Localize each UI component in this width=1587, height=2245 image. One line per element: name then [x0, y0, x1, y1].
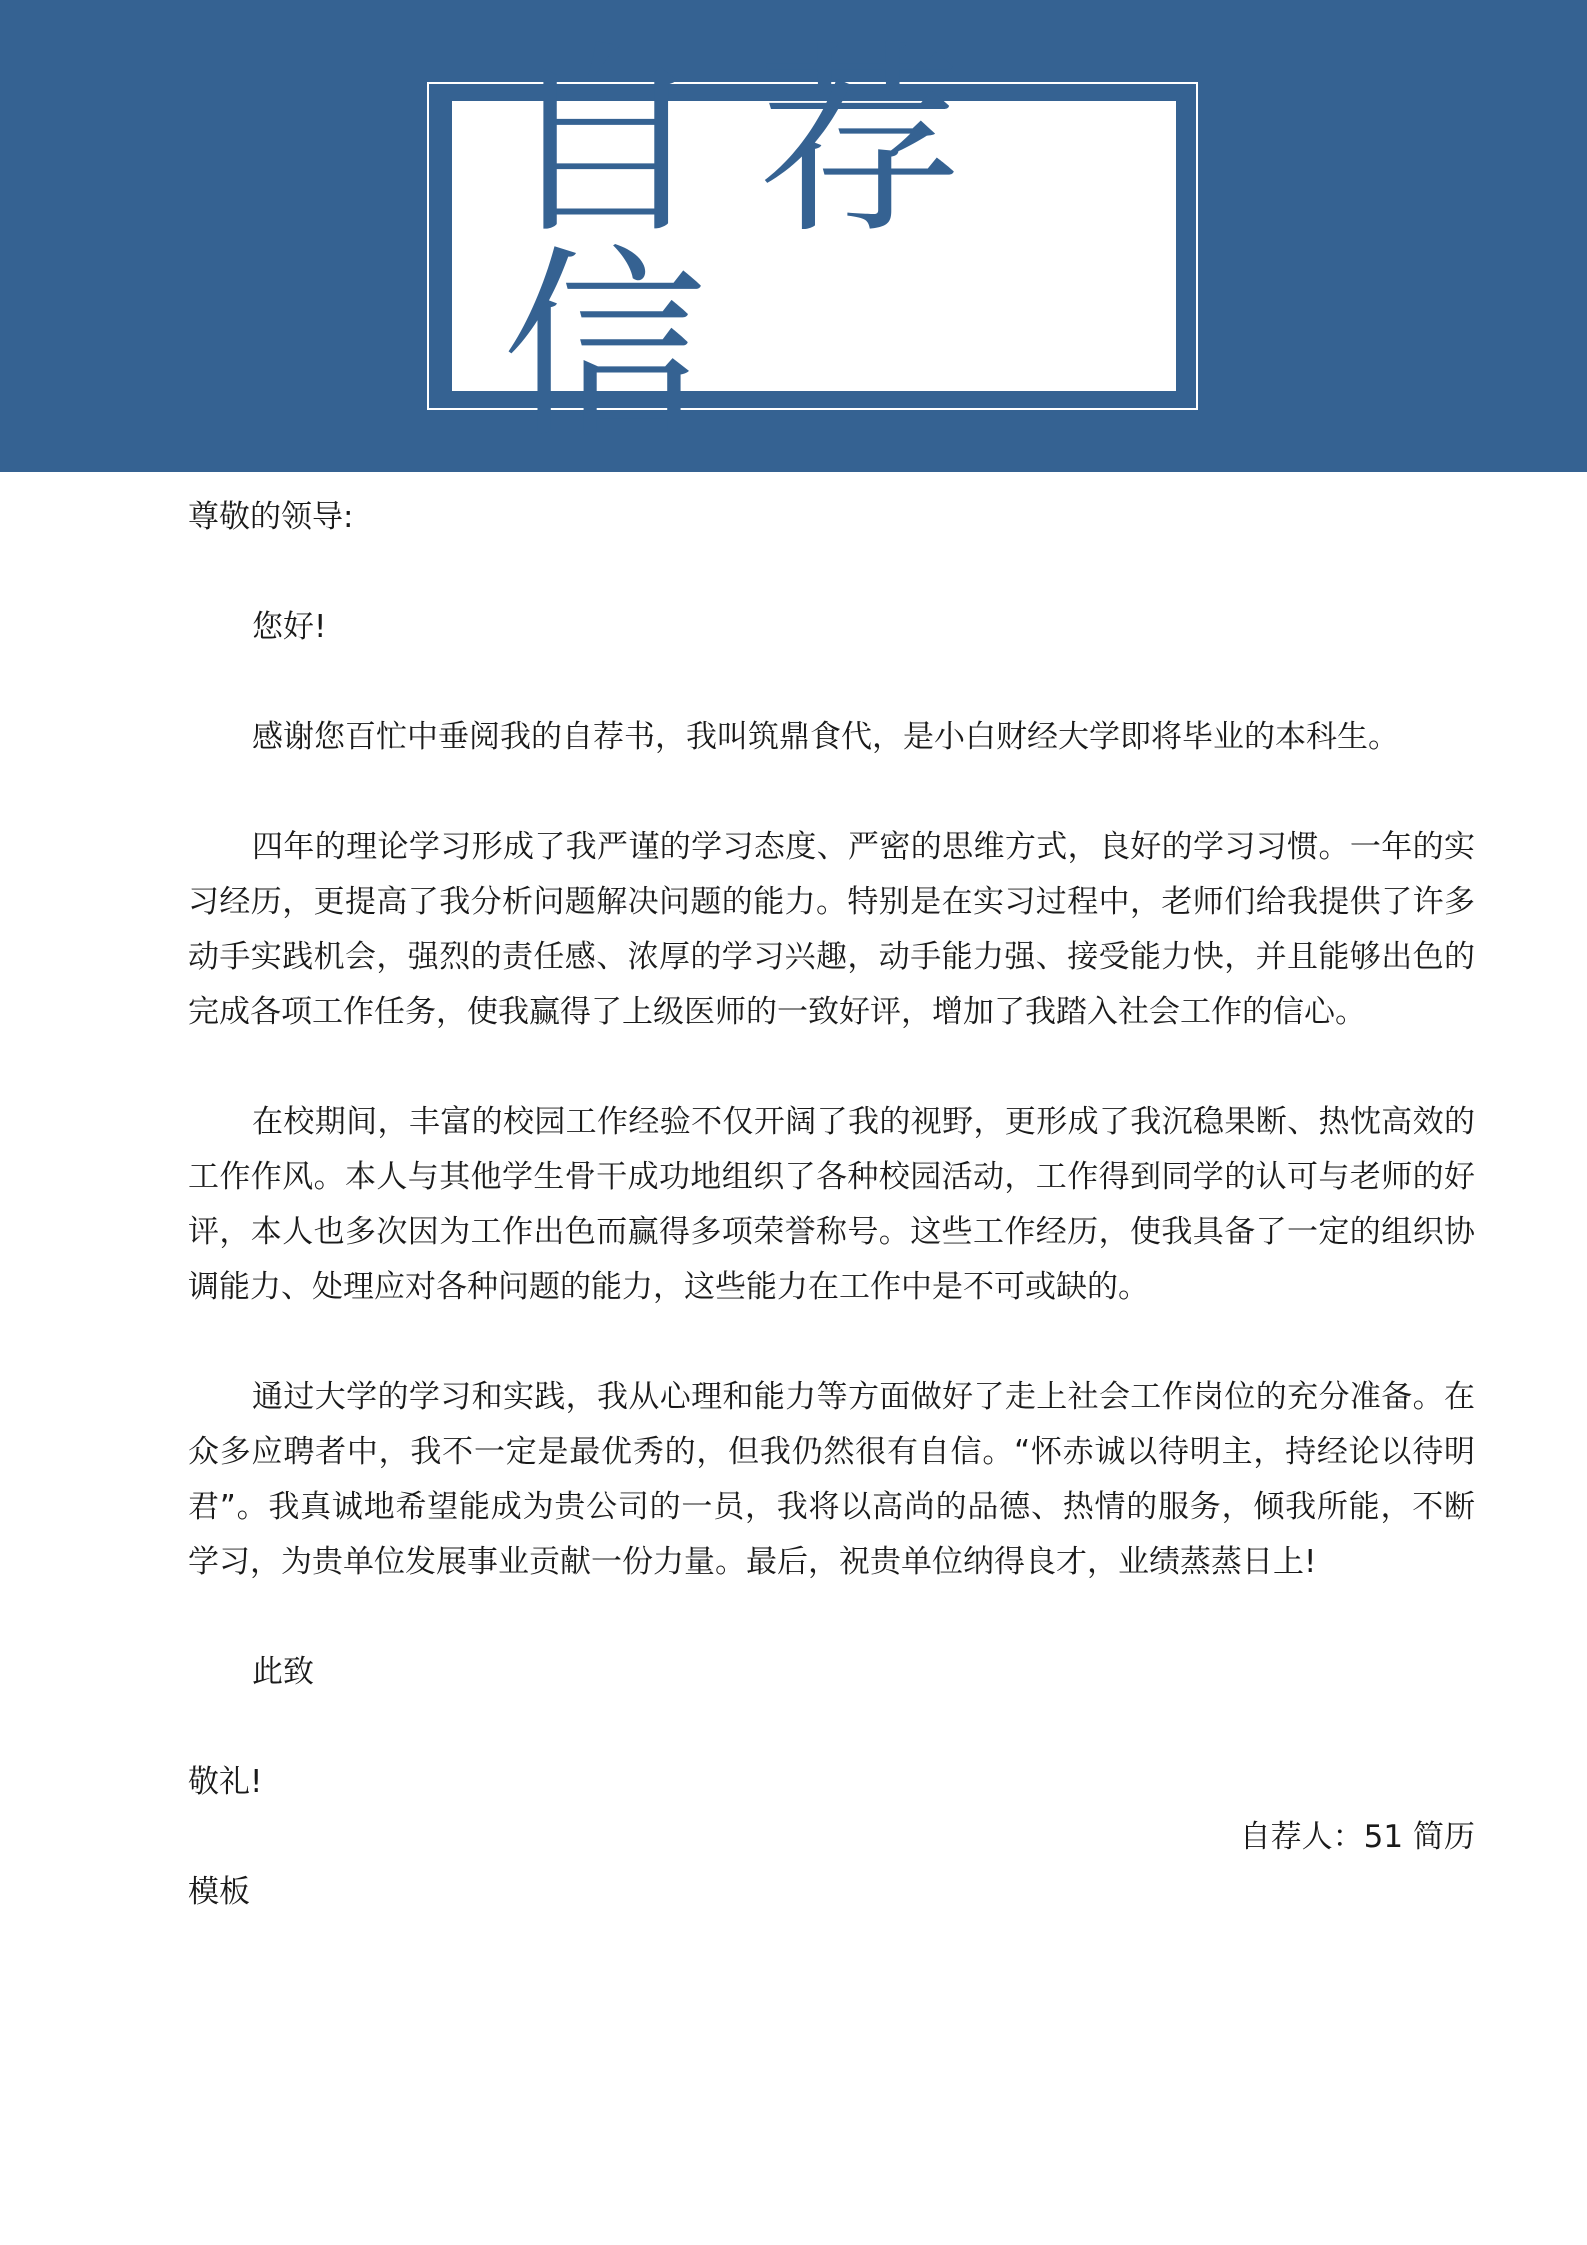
paragraph-conclusion: 通过大学的学习和实践，我从心理和能力等方面做好了走上社会工作岗位的充分准备。在众多应聘者中，我不一定是最优秀的，但我仍然很有自信。“怀赤诚以待明主，持经论以待明君”。我真诚地希望能成为贵公司的一员，我将以高尚的品德、热情的服务，倾我所能，不断学习，为贵单位发展事业贡献一份力量。最后，祝贵单位纳得良才，业绩蒸蒸日上!: [188, 1379, 1475, 1580]
signature-tail: 模板: [188, 1874, 250, 1910]
signature: 自荐人：51 简历: [1239, 1819, 1475, 1855]
salutation: 尊敬的领导:: [188, 499, 354, 535]
closing-salute: 敬礼!: [188, 1764, 263, 1800]
page-title: 自荐信: [502, 24, 1012, 467]
closing-regards: 此致: [252, 1654, 314, 1690]
greeting: 您好!: [252, 609, 327, 645]
paragraph-campus: 在校期间，丰富的校园工作经验不仅开阔了我的视野，更形成了我沉稳果断、热忱高效的工作作风。本人与其他学生骨干成功地组织了各种校园活动，工作得到同学的认可与老师的好评，本人也多次因为工作出色而赢得多项荣誉称号。这些工作经历，使我具备了一定的组织协调能力、处理应对各种问题的能力，这些能力在工作中是不可或缺的。: [188, 1104, 1475, 1305]
paragraph-study: 四年的理论学习形成了我严谨的学习态度、严密的思维方式，良好的学习习惯。一年的实习经历，更提高了我分析问题解决问题的能力。特别是在实习过程中，老师们给我提供了许多动手实践机会，强烈的责任感、浓厚的学习兴趣，动手能力强、接受能力快，并且能够出色的完成各项工作任务，使我赢得了上级医师的一致好评，增加了我踏入社会工作的信心。: [188, 829, 1475, 1030]
letter-body: [188, 490, 1475, 1920]
paragraph-intro: 感谢您百忙中垂阅我的自荐书，我叫筑鼎食代，是小白财经大学即将毕业的本科生。: [252, 719, 1399, 755]
